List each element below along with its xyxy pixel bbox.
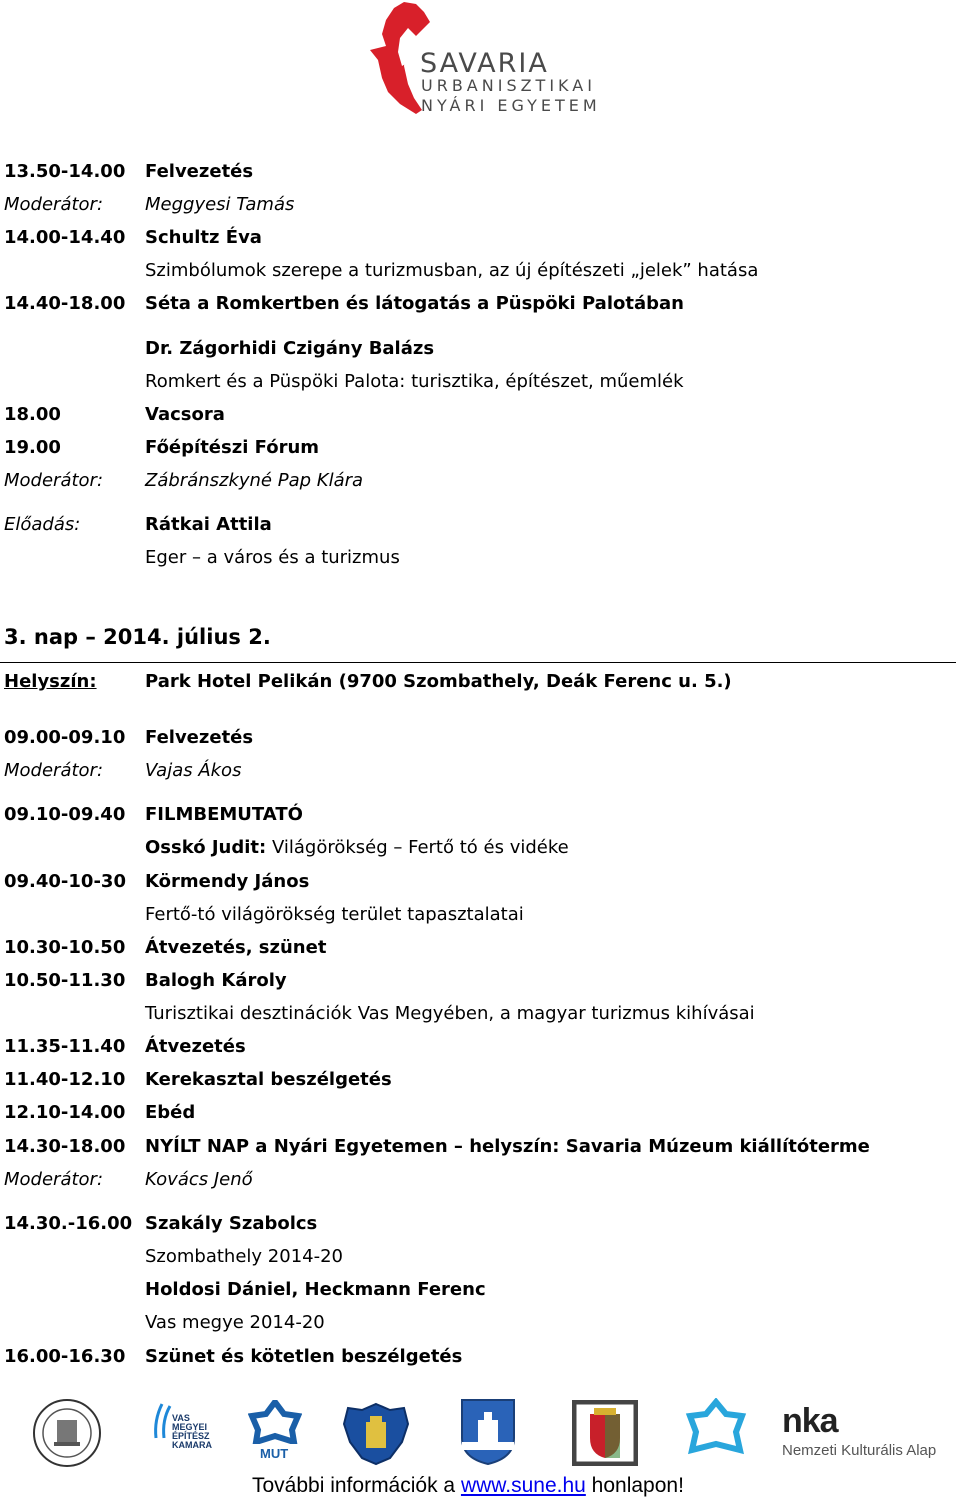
speaker-name: Osskó Judit: [145, 837, 267, 858]
time-slot: 16.00-16.30 [4, 1346, 126, 1367]
seal-logo-icon [30, 1398, 104, 1468]
talk-title: Turisztikai desztinációk Vas Megyében, a magyar turizmus kihívásai [145, 1003, 755, 1024]
time-slot: 13.50-14.00 [4, 161, 126, 182]
event-title: Főépítészi Fórum [145, 437, 320, 458]
time-slot: 09.40-10-30 [4, 871, 126, 892]
time-slot: 14.30.-16.00 [4, 1213, 133, 1234]
kamara-text: VAS [172, 1413, 190, 1423]
mut-text: MUT [260, 1446, 289, 1461]
moderator-name: Meggyesi Tamás [145, 194, 295, 215]
speaker-name: Rátkai Attila [145, 514, 272, 535]
speaker-name: Körmendy János [145, 871, 310, 892]
talk-title: Fertő-tó világörökség terület tapasztalatai [145, 904, 524, 925]
nka-logo [782, 1402, 960, 1462]
time-slot: 14.40-18.00 [4, 293, 126, 314]
kamara-arcs-icon [152, 1400, 172, 1440]
footer-text: honlapon! [585, 1474, 684, 1497]
time-slot: 14.00-14.40 [4, 227, 126, 248]
mut-logo [248, 1400, 302, 1470]
day-heading: 3. nap – 2014. július 2. [4, 625, 271, 649]
kamara-text: MEGYEI [172, 1422, 208, 1432]
logo-subtitle-2: NYÁRI EGYETEM [421, 96, 601, 115]
moderator-name: Zábránszkyné Pap Klára [145, 470, 364, 491]
nka-subtitle: Nemzeti Kulturális Alap [782, 1442, 937, 1459]
hungarian-coat-of-arms-icon [572, 1400, 638, 1466]
time-slot: 18.00 [4, 404, 61, 425]
time-slot: 10.30-10.50 [4, 937, 126, 958]
szombathely-coat-of-arms-icon [340, 1402, 412, 1466]
time-slot: 09.10-09.40 [4, 804, 126, 825]
talk-title: Szombathely 2014-20 [145, 1246, 343, 1267]
vas-megye-coat-of-arms-icon [460, 1398, 516, 1466]
time-slot: 19.00 [4, 437, 61, 458]
time-slot: 11.35-11.40 [4, 1036, 126, 1057]
moderator-label: Moderátor: [4, 470, 104, 491]
speaker-name: Balogh Károly [145, 970, 287, 991]
event-title: Ebéd [145, 1102, 196, 1123]
lecture-label: Előadás: [4, 514, 81, 535]
epiteszet-napja-logo-icon [680, 1398, 752, 1464]
website-link[interactable]: www.sune.hu [460, 1474, 586, 1497]
event-title: Szünet és kötetlen beszélgetés [145, 1346, 463, 1367]
event-title: Séta a Romkertben és látogatás a Püspöki Palotában [145, 293, 684, 314]
speaker-name: Holdosi Dániel, Heckmann Ferenc [145, 1279, 486, 1300]
talk-title: Szimbólumok szerepe a turizmusban, az új építészeti „jelek” hatása [145, 260, 759, 281]
time-slot: 14.30-18.00 [4, 1136, 126, 1157]
talk-title: Romkert és a Püspöki Palota: turisztika, építészet, műemlék [145, 371, 684, 392]
logo-subtitle-1: URBANISZTIKAI [421, 76, 596, 95]
savaria-logo [364, 0, 604, 118]
speaker-name: Dr. Zágorhidi Czigány Balázs [145, 338, 435, 359]
event-title: Felvezetés [145, 727, 254, 748]
talk-title: Vas megye 2014-20 [145, 1312, 325, 1333]
time-slot: 09.00-09.10 [4, 727, 126, 748]
event-title: Kerekasztal beszélgetés [145, 1069, 392, 1090]
moderator-name: Kovács Jenő [145, 1169, 253, 1190]
event-title: Felvezetés [145, 161, 254, 182]
mut-star-icon [248, 1400, 302, 1444]
location-text: Park Hotel Pelikán (9700 Szombathely, Deák Ferenc u. 5.) [145, 671, 732, 692]
footer-info [252, 1472, 684, 1500]
event-title: Átvezetés, szünet [145, 937, 327, 958]
moderator-label: Moderátor: [4, 760, 104, 781]
logo-title: SAVARIA [420, 48, 549, 79]
event-title: Vacsora [145, 404, 225, 425]
moderator-label: Moderátor: [4, 1169, 104, 1190]
kamara-text: ÉPÍTÉSZ [172, 1431, 210, 1441]
speaker-name: Szakály Szabolcs [145, 1213, 318, 1234]
time-slot: 10.50-11.30 [4, 970, 126, 991]
event-title: NYÍLT NAP a Nyári Egyetemen – helyszín: Savaria Múzeum kiállítóterme [145, 1136, 870, 1157]
talk-title: Eger – a város és a turizmus [145, 547, 400, 568]
time-slot: 11.40-12.10 [4, 1069, 126, 1090]
vas-megyei-epitesz-kamara-logo [152, 1400, 212, 1470]
talk-line [145, 837, 569, 859]
moderator-name: Vajas Ákos [145, 760, 242, 781]
moderator-label: Moderátor: [4, 194, 104, 215]
speaker-name: Schultz Éva [145, 227, 262, 248]
nka-text: nka [782, 1402, 838, 1440]
footer-text: További információk a [252, 1474, 461, 1497]
sponsor-logos [0, 1392, 960, 1472]
talk-title: Világörökség – Fertő tó és vidéke [266, 837, 569, 858]
divider [0, 662, 956, 663]
event-title: Átvezetés [145, 1036, 246, 1057]
time-slot: 12.10-14.00 [4, 1102, 126, 1123]
event-title: FILMBEMUTATÓ [145, 804, 303, 825]
location-label: Helyszín: [4, 671, 97, 692]
kamara-text: KAMARA [172, 1440, 212, 1450]
